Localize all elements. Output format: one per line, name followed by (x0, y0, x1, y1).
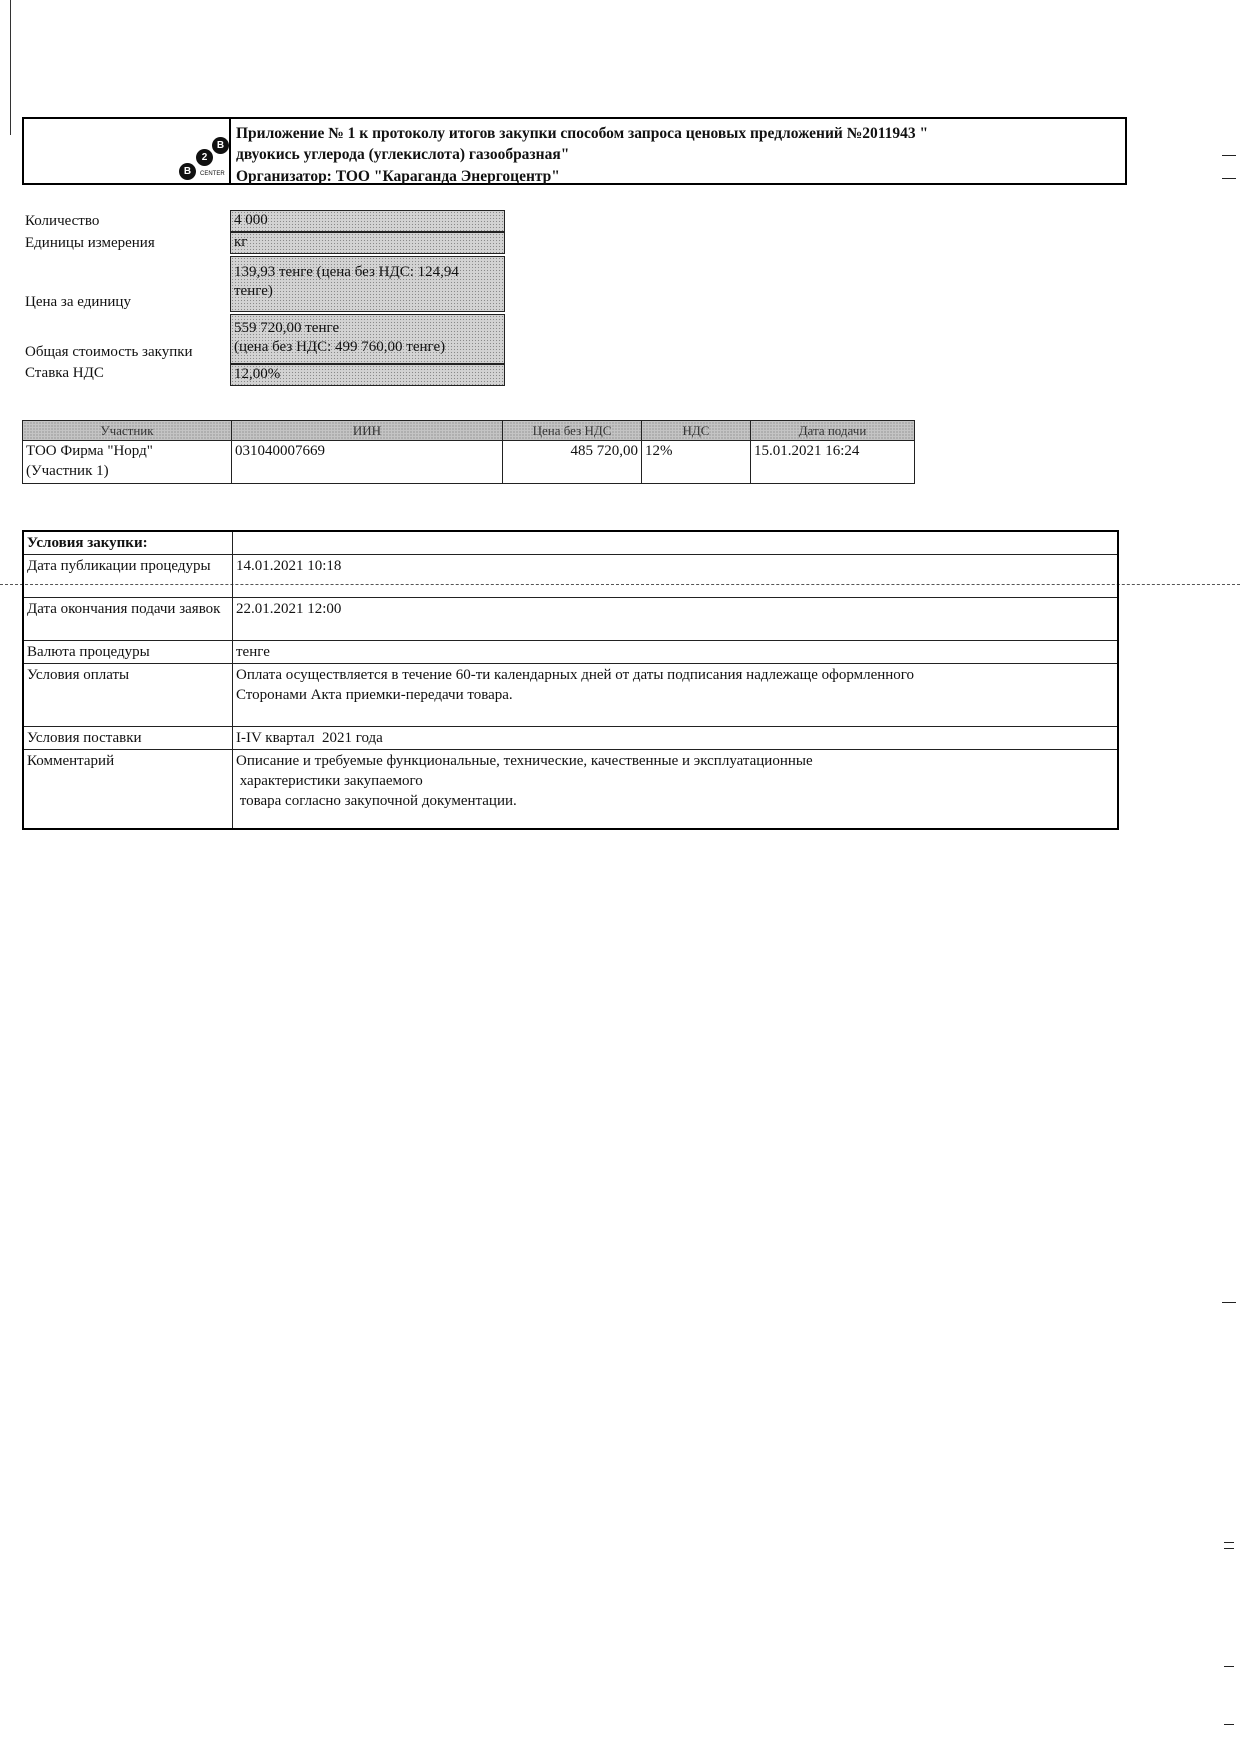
participant-iin: 031040007669 (232, 441, 503, 484)
vat-value: 12,00% (230, 364, 505, 386)
quantity-value: 4 000 (230, 210, 505, 232)
delivery-terms-value: I-IV квартал 2021 года (233, 727, 1119, 750)
payment-terms-value (233, 664, 1119, 727)
comment-line-1: Описание и требуемые функциональные, технические, качественные и эксплуатационные (236, 753, 813, 769)
total-value (230, 314, 505, 364)
title-line-2: двуокись углерода (углекислота) газообразная" (236, 146, 570, 163)
table-row (23, 598, 1118, 641)
b2b-center-logo (176, 137, 232, 183)
logo-dot-b2: B (212, 137, 229, 154)
participant-name-line-2: (Участник 1) (26, 463, 109, 479)
conditions-heading: Условия закупки: (23, 531, 233, 555)
unit-label: Единицы измерения (25, 235, 155, 251)
logo-cell (24, 119, 231, 183)
table-row (23, 750, 1118, 830)
participant-vat: 12% (642, 441, 751, 484)
delivery-terms-label: Условия поставки (23, 727, 233, 750)
col-participant: Участник (23, 421, 232, 441)
scan-edge-mark (1224, 1542, 1234, 1543)
table-row (23, 641, 1118, 664)
col-vat: НДС (642, 421, 751, 441)
deadline-label: Дата окончания подачи заявок (23, 598, 233, 641)
total-value-line-2: (цена без НДС: 499 760,00 тенге) (234, 339, 446, 355)
price-label: Цена за единицу (25, 294, 131, 310)
comment-label: Комментарий (23, 750, 233, 830)
col-price: Цена без НДС (503, 421, 642, 441)
participant-name-line-1: ТОО Фирма "Норд" (26, 443, 153, 459)
participants-header-row (23, 421, 915, 441)
protocol-header (22, 117, 1127, 185)
col-iin: ИИН (232, 421, 503, 441)
total-label: Общая стоимость закупки (25, 344, 193, 360)
logo-dot-b1: B (179, 163, 196, 180)
table-row (23, 727, 1118, 750)
payment-terms-label: Условия оплаты (23, 664, 233, 727)
comment-value (233, 750, 1119, 830)
currency-value: тенге (233, 641, 1119, 664)
vat-label: Ставка НДС (25, 365, 104, 381)
price-value: 139,93 тенге (цена без НДС: 124,94 тенге) (230, 256, 505, 312)
quantity-label: Количество (25, 213, 100, 229)
participant-date: 15.01.2021 16:24 (751, 441, 915, 484)
publication-date-value: 14.01.2021 10:18 (233, 555, 1119, 598)
table-row (23, 555, 1118, 598)
payment-terms-line-2: Сторонами Акта приемки-передачи товара. (236, 687, 513, 703)
conditions-heading-row (23, 531, 1118, 555)
participant-name (23, 441, 232, 484)
comment-line-3: товара согласно закупочной документации. (236, 793, 517, 809)
total-value-line-1: 559 720,00 тенге (234, 320, 340, 336)
currency-label: Валюта процедуры (23, 641, 233, 664)
scan-edge-mark (1222, 1302, 1236, 1303)
protocol-title (236, 123, 1126, 187)
title-line-1: Приложение № 1 к протоколу итогов закупки способом запроса ценовых предложений №2011943 " (236, 125, 929, 142)
deadline-value: 22.01.2021 12:00 (233, 598, 1119, 641)
table-row (23, 441, 915, 484)
scan-margin-line (10, 0, 11, 135)
payment-terms-line-1: Оплата осуществляется в течение 60-ти календарных дней от даты подписания надлежаще оформленного (236, 667, 915, 683)
logo-caption: CENTER (200, 171, 225, 177)
scan-edge-mark (1224, 1548, 1234, 1549)
participant-price: 485 720,00 (503, 441, 642, 484)
conditions-heading-blank (233, 531, 1119, 555)
publication-date-label: Дата публикации процедуры (23, 555, 233, 598)
unit-value: кг (230, 232, 505, 254)
participants-table (22, 420, 915, 484)
scan-edge-mark (1224, 1666, 1234, 1667)
conditions-table (22, 530, 1119, 830)
logo-dot-2: 2 (196, 149, 213, 166)
col-date: Дата подачи (751, 421, 915, 441)
title-line-3: Организатор: ТОО "Караганда Энергоцентр" (236, 168, 560, 185)
scan-edge-mark (1224, 1724, 1234, 1725)
scan-edge-mark (1222, 178, 1236, 179)
scan-edge-mark (1222, 155, 1236, 156)
comment-line-2: характеристики закупаемого (236, 773, 423, 789)
table-row (23, 664, 1118, 727)
